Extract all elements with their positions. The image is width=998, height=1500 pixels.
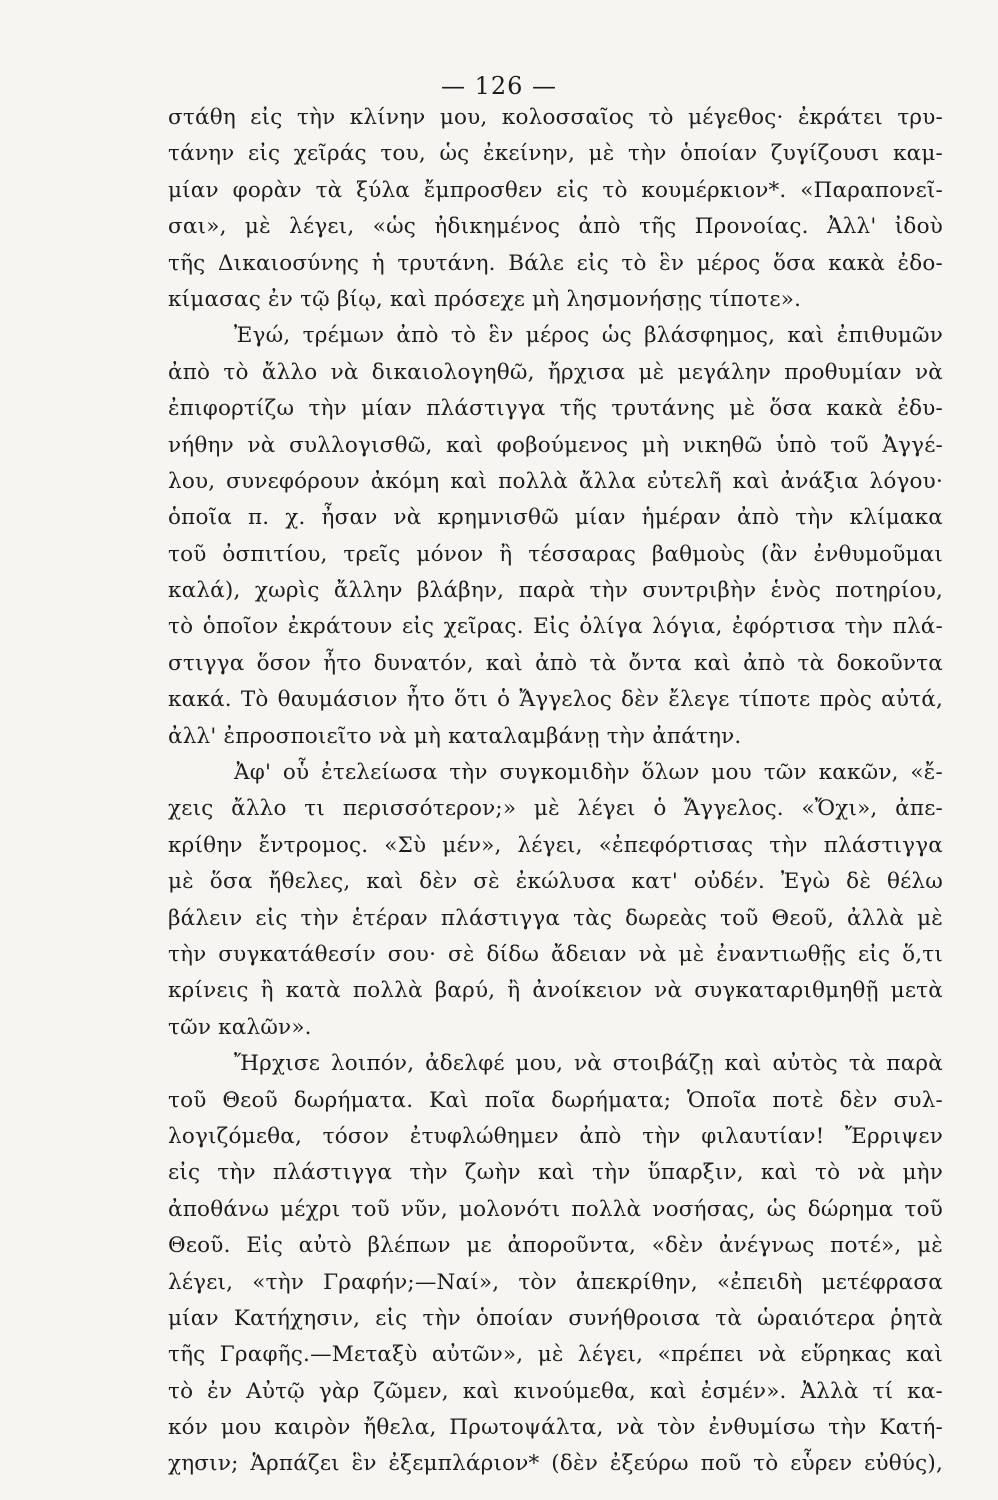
text-line: τῶν καλῶν».: [168, 1014, 312, 1040]
text-line: κίμασας ἐν τῷ βίῳ, καὶ πρόσεχε μὴ λησμονήσῃς τίποτε».: [168, 286, 802, 312]
text-line: σαι», μὲ λέγει, «ὡς ἠδικημένος ἀπὸ τῆς Προνοίας. Ἀλλ' ἰδοὺ: [168, 214, 943, 240]
text-line: κρίνεις ἢ κατὰ πολλὰ βαρύ, ἢ ἀνοίκειον νὰ συγκαταριθμηθῇ μετὰ: [168, 978, 943, 1004]
text-line: Ἤρχισε λοιπόν, ἀδελφέ μου, νὰ στοιβάζῃ καὶ αὐτὸς τὰ παρὰ: [234, 1051, 943, 1077]
text-line: τῆς Γραφῆς.—Μεταξὺ αὐτῶν», μὲ λέγει, «πρέπει νὰ εὕρηκας καὶ: [168, 1342, 943, 1368]
text-line: ἀπὸ τὸ ἄλλο νὰ δικαιολογηθῶ, ἤρχισα μὲ μεγάλην προθυμίαν νὰ: [168, 359, 943, 385]
text-line: τοῦ ὀσπιτίου, τρεῖς μόνον ἢ τέσσαρας βαθμοὺς (ἂν ἐνθυμοῦμαι: [168, 541, 943, 567]
text-line: ἀποθάνω μέχρι τοῦ νῦν, μολονότι πολλὰ νοσήσας, ὡς δώρημα τοῦ: [168, 1196, 943, 1222]
text-line: Ἐγώ, τρέμων ἀπὸ τὸ ἓν μέρος ὡς βλάσφημος, καὶ ἐπιθυμῶν: [234, 323, 943, 349]
text-line: λέγει, «τὴν Γραφήν;—Ναί», τὸν ἀπεκρίθην, «ἐπειδὴ μετέφρασα: [168, 1269, 943, 1295]
text-line: Ἀφ' οὗ ἐτελείωσα τὴν συγκομιδὴν ὅλων μου τῶν κακῶν, «ἔ-: [234, 760, 943, 786]
text-line: τοῦ Θεοῦ δωρήματα. Καὶ ποῖα δωρήματα; Ὁποῖα ποτὲ δὲν συλ-: [168, 1087, 943, 1113]
text-line: βάλειν εἰς τὴν ἑτέραν πλάστιγγα τὰς δωρεὰς τοῦ Θεοῦ, ἀλλὰ μὲ: [168, 905, 943, 931]
text-line: στάθη εἰς τὴν κλίνην μου, κολοσσαῖος τὸ μέγεθος· ἐκράτει τρυ-: [168, 105, 943, 130]
text-line: ὁποῖα π. χ. ἦσαν νὰ κρημνισθῶ μίαν ἡμέραν ἀπὸ τὴν κλίμακα: [168, 505, 943, 531]
text-line: τῆς Δικαιοσύνης ἡ τρυτάνη. Βάλε εἰς τὸ ἓν μέρος ὅσα κακὰ ἐδο-: [168, 250, 943, 276]
text-line: Θεοῦ. Εἰς αὐτὸ βλέπων με ἀποροῦντα, «δὲν ἀνέγνως ποτέ», μὲ: [168, 1233, 943, 1259]
text-line: τάνην εἰς χεῖράς του, ὡς ἐκείνην, μὲ τὴν ὁποίαν ζυγίζουσι καμ-: [168, 141, 943, 167]
text-line: λου, συνεφόρουν ἀκόμη καὶ πολλὰ ἄλλα εὐτελῆ καὶ ἀνάξια λόγου·: [168, 468, 943, 494]
text-line: ἐπιφορτίζω τὴν μίαν πλάστιγγα τῆς τρυτάνης μὲ ὅσα κακὰ ἐδυ-: [168, 396, 943, 422]
text-line: χεις ἄλλο τι περισσότερον;» μὲ λέγει ὁ Ἄγγελος. «Ὄχι», ἀπε-: [168, 796, 943, 822]
text-line: εἰς τὴν πλάστιγγα τὴν ζωὴν καὶ τὴν ὕπαρξιν, καὶ τὸ νὰ μὴν: [168, 1160, 943, 1186]
text-line: νήθην νὰ συλλογισθῶ, καὶ φοβούμενος μὴ νικηθῶ ὑπὸ τοῦ Ἀγγέ-: [168, 432, 943, 458]
text-line: τὸ ἐν Αὐτῷ γὰρ ζῶμεν, καὶ κινούμεθα, καὶ ἐσμέν». Ἀλλὰ τί κα-: [168, 1378, 943, 1404]
text-line: ἀλλ' ἐπροσποιεῖτο νὰ μὴ καταλαμβάνῃ τὴν ἀπάτην.: [168, 723, 742, 749]
text-line: τὴν συγκατάθεσίν σου· σὲ δίδω ἄδειαν νὰ μὲ ἐναντιωθῇς εἰς ὅ,τι: [168, 941, 943, 967]
text-line: κρίθην ἔντρομος. «Σὺ μέν», λέγει, «ἐπεφόρτισας τὴν πλάστιγγα: [168, 832, 943, 858]
text-line: κόν μου καιρὸν ἤθελα, Πρωτοψάλτα, νὰ τὸν ἐνθυμίσω τὴν Κατή-: [168, 1415, 943, 1441]
text-line: μὲ ὅσα ἤθελες, καὶ δὲν σὲ ἐκώλυσα κατ' οὐδέν. Ἐγὼ δὲ θέλω: [168, 869, 943, 895]
text-line: μίαν Κατήχησιν, εἰς τὴν ὁποίαν συνήθροισα τὰ ὡραιότερα ῥητὰ: [168, 1305, 943, 1331]
text-line: κακά. Τὸ θαυμάσιον ἦτο ὅτι ὁ Ἄγγελος δὲν ἔλεγε τίποτε πρὸς αὐτά,: [168, 687, 943, 713]
body-text: [168, 100, 943, 1483]
text-line: λογιζόμεθα, τόσον ἐτυφλώθημεν ἀπὸ τὴν φιλαυτίαν! Ἔρριψεν: [168, 1123, 943, 1149]
text-line: χησιν; Ἁρπάζει ἓν ἐξεμπλάριον* (δὲν ἐξεύρω ποῦ τὸ εὗρεν εὐθύς),: [168, 1451, 943, 1477]
text-line: τὸ ὁποῖον ἐκράτουν εἰς χεῖρας. Εἰς ὀλίγα λόγια, ἐφόρτισα τὴν πλά-: [168, 614, 943, 640]
text-line: στιγγα ὅσον ἦτο δυνατόν, καὶ ἀπὸ τὰ ὄντα καὶ ἀπὸ τὰ δοκοῦντα: [168, 650, 943, 676]
page-number: — 126 —: [440, 72, 558, 100]
text-line: καλά), χωρὶς ἄλλην βλάβην, παρὰ τὴν συντριβὴν ἑνὸς ποτηρίου,: [168, 578, 943, 604]
text-line: μίαν φορὰν τὰ ξύλα ἔμπροσθεν εἰς τὸ κουμέρκιον*. «Παραπονεῖ-: [168, 177, 943, 203]
